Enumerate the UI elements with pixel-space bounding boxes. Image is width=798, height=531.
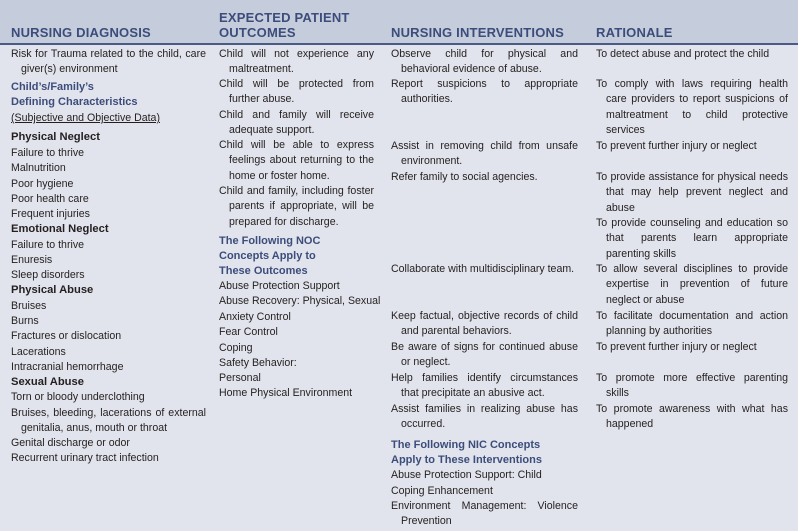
outcome-item: Child will not experience any maltreatment. [219,48,374,76]
rationale-item: To facilitate documentation and action planning by authorities [596,310,788,338]
outcome-item: Child and family will receive adequate support. [219,109,374,137]
list-item: Frequent injuries [11,208,90,220]
nic-title-line2: Apply to These Interventions [391,454,542,466]
outcome-item: Child will be protected from further abuse. [219,78,374,106]
noc-item: Home Physical Environment [219,387,353,399]
list-item: Sleep disorders [11,269,85,281]
header-nursing-diagnosis: NURSING DIAGNOSIS [11,25,151,40]
header-rationale: RATIONALE [596,25,673,40]
list-item: Burns [11,315,39,327]
noc-item: Abuse Recovery: Physical, Sexual [219,295,381,307]
header-nursing-interventions: NURSING INTERVENTIONS [391,25,564,40]
noc-title-line3: These Outcomes [219,265,308,277]
rationale-item: To provide assistance for physical needs that may help prevent neglect and abuse [596,171,788,214]
list-item: Recurrent urinary tract infection [11,452,159,464]
nic-item: Coping Enhancement [391,485,493,497]
noc-item: Fear Control [219,326,278,338]
intervention-item: Collaborate with multidisciplinary team. [391,263,575,275]
nic-item: Abuse Protection Support: Child [391,469,542,481]
list-item: Poor hygiene [11,178,74,190]
rationale-item: To promote more effective parenting skills [596,372,788,400]
table-header [0,0,798,45]
noc-item: Personal [219,372,261,384]
emotional-neglect-heading: Emotional Neglect [11,223,109,235]
intervention-item: Keep factual, objective records of child and parental behaviors. [391,310,578,338]
noc-item: Coping [219,342,253,354]
defining-title-line1: Child’s/Family’s [11,81,94,93]
list-item: Malnutrition [11,162,66,174]
list-item: Bruises [11,300,47,312]
diagnosis-statement: Risk for Trauma related to the child, care giver(s) environment [11,48,206,76]
outcome-item: Child will be able to express feelings about returning to the home or foster home. [219,139,374,182]
nic-item: Environment Management: Violence Prevention [391,500,578,528]
intervention-item: Observe child for physical and behavioral evidence of abuse. [391,48,578,76]
list-item: Enuresis [11,254,53,266]
outcome-item: Child and family, including foster parents if appropriate, will be prepared for discharge. [219,185,374,228]
list-item: Genital discharge or odor [11,437,130,449]
list-item: Lacerations [11,346,66,358]
intervention-item: Be aware of signs for continued abuse or neglect. [391,341,578,369]
sexual-abuse-heading: Sexual Abuse [11,376,84,388]
nic-title-line1: The Following NIC Concepts [391,439,541,451]
list-item: Failure to thrive [11,239,85,251]
noc-item: Safety Behavior: [219,357,297,369]
rationale-item: To comply with laws requiring health care providers to report suspicions of maltreatment to child protective services [596,78,788,136]
defining-title-line2: Defining Characteristics [11,96,138,108]
rationale-item: To detect abuse and protect the child [596,48,770,60]
rationale-item: To promote awareness with what has happened [596,403,788,431]
noc-title-line1: The Following NOC [219,235,321,247]
intervention-item: Refer family to social agencies. [391,171,538,183]
rationale-item: To prevent further injury or neglect [596,140,757,152]
rationale-item: To prevent further injury or neglect [596,341,757,353]
intervention-item: Assist families in realizing abuse has occurred. [391,403,578,431]
intervention-item: Help families identify circumstances that precipitate an abusive act. [391,372,578,400]
noc-title-line2: Concepts Apply to [219,250,316,262]
physical-neglect-heading: Physical Neglect [11,131,100,143]
noc-item: Abuse Protection Support [219,280,340,292]
list-item: Poor health care [11,193,89,205]
list-item: Fractures or dislocation [11,330,122,342]
rationale-item: To provide counseling and education so that parents learn appropriate parenting skills [596,217,788,260]
list-item: Intracranial hemorrhage [11,361,124,373]
list-item: Failure to thrive [11,147,85,159]
header-expected-outcomes: EXPECTED PATIENT OUTCOMES [219,10,350,40]
intervention-item: Report suspicions to appropriate authorities. [391,78,578,106]
defining-subtitle: (Subjective and Objective Data) [11,112,160,124]
list-item: Bruises, bleeding, lacerations of external genitalia, anus, mouth or throat [11,407,206,435]
intervention-item: Assist in removing child from unsafe environment. [391,140,578,168]
rationale-item: To allow several disciplines to provide expertise in prevention of future neglect or abuse [596,263,788,306]
physical-abuse-heading: Physical Abuse [11,284,94,296]
list-item: Torn or bloody underclothing [11,391,145,403]
noc-item: Anxiety Control [219,311,291,323]
